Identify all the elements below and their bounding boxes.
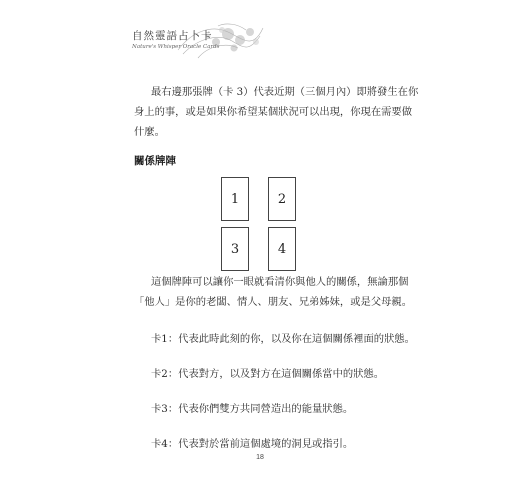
spread-card-4: 4 [268,227,296,271]
card-1-description: 卡1：代表此時此刻的你，以及你在這個關係裡面的狀態。 [151,333,415,345]
spread-card-3: 3 [221,227,249,271]
spread-card-1: 1 [221,177,249,221]
section-heading: 關係牌陣 [134,155,176,167]
paragraph-line: 身上的事，或是如果你希望某個狀況可以出現，你現在需要做 [134,106,413,118]
paragraph-line: 最右邊那張牌（卡 3）代表近期（三個月內）即將發生在你 [151,86,419,98]
spread-card-2: 2 [268,177,296,221]
logo-subtitle: Nature's Whisper Oracle Cards [132,44,220,50]
card-3-description: 卡3：代表你們雙方共同營造出的能量狀態。 [151,403,354,415]
book-logo [128,20,238,60]
page-number: 18 [256,454,264,461]
paragraph-line: 「他人」是你的老闆、情人、朋友、兄弟姊妹，或是父母親。 [134,296,413,308]
spread-description-paragraph [134,272,413,312]
logo-title: 自然靈語占卜卡 [132,30,213,42]
card-4-description: 卡4：代表對於當前這個處境的洞見或指引。 [151,438,354,450]
paragraph-line: 什麼。 [134,126,165,138]
intro-paragraph [134,82,419,142]
paragraph-line: 這個牌陣可以讓你一眼就看清你與他人的關係，無論那個 [151,276,409,288]
card-2-description: 卡2：代表對方，以及對方在這個關係當中的狀態。 [151,368,385,380]
